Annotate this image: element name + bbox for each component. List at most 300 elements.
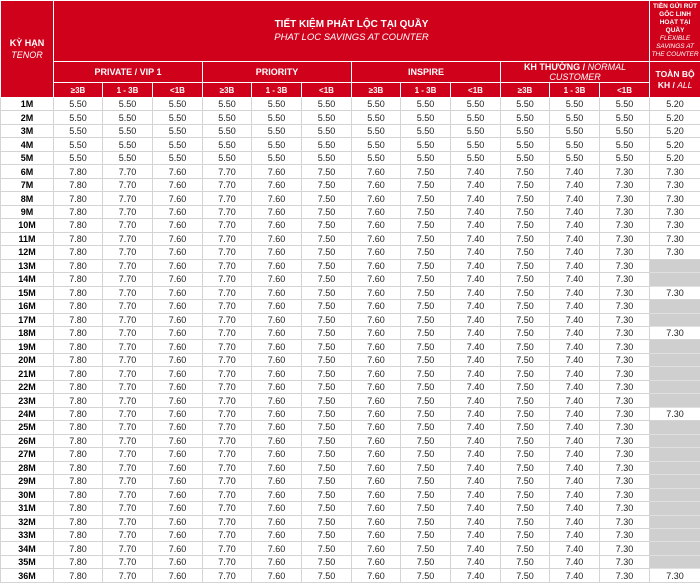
rate-cell: 7.70 — [103, 380, 153, 393]
rate-cell: 7.70 — [203, 273, 252, 286]
rate-cell: 7.80 — [54, 367, 103, 380]
rate-cell: 7.70 — [103, 475, 153, 488]
flexible-label-en: FLEXIBLE SAVINGS AT THE COUNTER — [652, 35, 699, 58]
rate-cell: 7.50 — [302, 178, 352, 191]
rate-cell: 5.50 — [252, 98, 302, 111]
group-header-normal: KH THƯỜNG / NORMAL CUSTOMER — [501, 62, 650, 83]
rate-cell: 5.50 — [600, 138, 650, 151]
rate-cell: 7.70 — [203, 353, 252, 366]
rate-cell: 7.80 — [54, 394, 103, 407]
rate-cell: 7.50 — [501, 178, 550, 191]
rate-cell: 7.50 — [501, 205, 550, 218]
table-row — [1, 555, 700, 568]
tenor-cell: 8M — [1, 192, 54, 205]
rate-cell: 7.30 — [600, 192, 650, 205]
table-row — [1, 448, 700, 461]
rate-cell: 7.70 — [203, 488, 252, 501]
rate-cell: 7.70 — [203, 448, 252, 461]
rate-cell: 7.70 — [203, 569, 252, 582]
table-row — [1, 138, 700, 151]
rate-cell: 7.80 — [54, 273, 103, 286]
tenor-cell: 9M — [1, 205, 54, 218]
tenor-cell: 3M — [1, 124, 54, 137]
rate-cell: 5.50 — [203, 151, 252, 164]
rate-cell: 7.50 — [401, 340, 451, 353]
rate-cell: 7.60 — [252, 178, 302, 191]
rate-cell: 7.70 — [103, 448, 153, 461]
rate-cell: 7.60 — [252, 340, 302, 353]
rate-cell: 5.50 — [501, 138, 550, 151]
rate-cell: 7.40 — [451, 367, 501, 380]
rate-cell: 7.50 — [401, 461, 451, 474]
rate-cell: 7.60 — [352, 273, 401, 286]
rate-cell: 7.50 — [501, 488, 550, 501]
rate-cell: 7.50 — [302, 421, 352, 434]
rate-cell: 7.40 — [451, 192, 501, 205]
rate-cell: 7.60 — [352, 353, 401, 366]
rate-cell: 7.40 — [550, 461, 600, 474]
rate-cell: 7.80 — [54, 205, 103, 218]
rate-cell: 7.40 — [550, 380, 600, 393]
rate-cell: 7.50 — [501, 246, 550, 259]
tenor-header — [1, 1, 54, 98]
table-row — [1, 529, 700, 542]
rate-cell: 7.30 — [600, 313, 650, 326]
rate-cell: 7.40 — [550, 246, 600, 259]
rate-cell: 7.80 — [54, 259, 103, 272]
rate-cell: 7.40 — [451, 246, 501, 259]
rate-cell: 5.50 — [501, 151, 550, 164]
rate-cell: 7.50 — [401, 286, 451, 299]
rate-cell: 7.70 — [103, 569, 153, 582]
rate-cell: 5.50 — [54, 111, 103, 124]
rate-cell: 5.50 — [203, 138, 252, 151]
rate-cell: 7.50 — [501, 475, 550, 488]
tenor-label-en: TENOR — [11, 50, 43, 60]
table-row — [1, 259, 700, 272]
rate-cell: 7.70 — [203, 259, 252, 272]
rate-cell: 7.40 — [451, 461, 501, 474]
rate-cell: 7.30 — [600, 448, 650, 461]
rate-cell: 7.30 — [600, 259, 650, 272]
rate-cell: 7.60 — [352, 367, 401, 380]
rate-cell: 7.60 — [252, 461, 302, 474]
rate-cell: 5.50 — [600, 111, 650, 124]
table-row — [1, 380, 700, 393]
rate-cell: 7.50 — [501, 313, 550, 326]
rate-cell: 7.50 — [501, 165, 550, 178]
rate-cell: 7.80 — [54, 232, 103, 245]
rate-cell: 5.50 — [103, 151, 153, 164]
rate-cell: 5.50 — [352, 111, 401, 124]
table-row — [1, 98, 700, 111]
rate-cell: 7.80 — [54, 313, 103, 326]
rate-cell: 5.50 — [153, 124, 203, 137]
rate-cell: 7.50 — [302, 353, 352, 366]
rate-cell: 7.60 — [352, 192, 401, 205]
rate-cell: 7.60 — [252, 488, 302, 501]
rate-cell: 7.60 — [153, 475, 203, 488]
rate-cell: 7.30 — [600, 569, 650, 582]
rate-cell: 7.50 — [302, 367, 352, 380]
rate-cell: 7.60 — [252, 313, 302, 326]
tenor-cell: 20M — [1, 353, 54, 366]
rate-cell: 7.50 — [302, 380, 352, 393]
rate-cell: 7.60 — [153, 407, 203, 420]
rate-cell: 7.50 — [302, 313, 352, 326]
rate-cell: 5.50 — [203, 111, 252, 124]
rate-cell: 5.50 — [352, 138, 401, 151]
rate-cell: 7.60 — [352, 555, 401, 568]
rate-cell: 7.50 — [302, 488, 352, 501]
rate-cell: 7.50 — [401, 367, 451, 380]
rate-cell: 5.50 — [252, 111, 302, 124]
tenor-cell: 6M — [1, 165, 54, 178]
rate-cell: 7.70 — [103, 340, 153, 353]
rate-cell: 7.70 — [203, 192, 252, 205]
rate-cell: 7.70 — [203, 165, 252, 178]
rate-cell: 7.30 — [600, 488, 650, 501]
rate-cell: 7.70 — [203, 434, 252, 447]
tenor-cell: 13M — [1, 259, 54, 272]
rate-cell: 7.70 — [203, 178, 252, 191]
rate-cell: 7.70 — [203, 542, 252, 555]
rate-cell: 7.60 — [352, 313, 401, 326]
flexible-rate-cell — [650, 340, 700, 353]
rate-cell: 7.60 — [153, 502, 203, 515]
rate-cell: 7.60 — [153, 286, 203, 299]
rate-cell: 7.40 — [451, 178, 501, 191]
rate-cell: 7.40 — [451, 232, 501, 245]
rate-cell: 5.50 — [203, 124, 252, 137]
rate-cell: 7.70 — [203, 380, 252, 393]
rate-cell: 7.60 — [252, 434, 302, 447]
rate-cell: 5.50 — [401, 138, 451, 151]
rate-cell: 5.50 — [54, 138, 103, 151]
table-row — [1, 475, 700, 488]
rate-cell: 7.40 — [550, 542, 600, 555]
subcolumn-header: 1 - 3B — [252, 83, 302, 98]
rate-cell: 5.50 — [153, 151, 203, 164]
rate-cell: 7.50 — [302, 219, 352, 232]
rate-cell: 5.50 — [401, 151, 451, 164]
subcolumn-header: ≥3B — [203, 83, 252, 98]
rate-cell: 5.50 — [550, 98, 600, 111]
tenor-cell: 26M — [1, 434, 54, 447]
flexible-rate-cell: 7.30 — [650, 192, 700, 205]
rate-cell: 7.70 — [103, 300, 153, 313]
table-row — [1, 165, 700, 178]
rate-cell: 7.80 — [54, 475, 103, 488]
rate-cell: 5.50 — [550, 138, 600, 151]
rate-cell: 7.70 — [203, 421, 252, 434]
rate-cell: 7.40 — [451, 273, 501, 286]
rate-cell: 7.80 — [54, 569, 103, 582]
rate-cell: 7.80 — [54, 542, 103, 555]
rate-cell: 7.40 — [451, 555, 501, 568]
subcolumn-header: <1B — [153, 83, 203, 98]
rate-cell: 7.70 — [203, 529, 252, 542]
rate-cell: 7.30 — [600, 273, 650, 286]
rate-cell: 7.80 — [54, 502, 103, 515]
rate-cell: 7.40 — [550, 219, 600, 232]
tenor-cell: 10M — [1, 219, 54, 232]
subcolumn-header: <1B — [600, 83, 650, 98]
rate-cell: 7.30 — [600, 205, 650, 218]
rate-cell: 7.30 — [600, 475, 650, 488]
rate-cell: 7.70 — [103, 488, 153, 501]
rate-cell: 7.70 — [103, 515, 153, 528]
rate-cell: 7.60 — [153, 259, 203, 272]
rate-cell: 7.60 — [252, 367, 302, 380]
rate-cell: 7.60 — [352, 394, 401, 407]
rate-cell: 5.50 — [401, 124, 451, 137]
rate-cell: 7.50 — [401, 555, 451, 568]
rate-cell: 7.40 — [550, 488, 600, 501]
rate-cell: 7.60 — [153, 555, 203, 568]
group-header-priority: PRIORITY — [203, 62, 352, 83]
table-row — [1, 111, 700, 124]
rate-cell: 7.70 — [103, 259, 153, 272]
rate-cell: 7.40 — [451, 502, 501, 515]
tenor-cell: 2M — [1, 111, 54, 124]
rate-cell: 5.50 — [103, 138, 153, 151]
rate-cell: 7.40 — [451, 394, 501, 407]
rate-cell: 7.70 — [103, 502, 153, 515]
rate-cell: 7.60 — [252, 192, 302, 205]
title-vn: TIẾT KIỆM PHÁT LỘC TẠI QUẦY — [54, 18, 649, 31]
flexible-rate-cell — [650, 475, 700, 488]
flexible-rate-cell — [650, 488, 700, 501]
rate-cell: 7.50 — [401, 488, 451, 501]
rate-cell: 7.60 — [352, 326, 401, 339]
rate-cell: 7.40 — [451, 326, 501, 339]
flexible-rate-cell: 7.30 — [650, 165, 700, 178]
rate-cell: 7.50 — [302, 232, 352, 245]
rate-cell: 7.60 — [252, 475, 302, 488]
rate-cell: 7.80 — [54, 178, 103, 191]
subcolumn-header: ≥3B — [352, 83, 401, 98]
rate-cell: 7.70 — [203, 502, 252, 515]
rate-cell: 7.60 — [153, 246, 203, 259]
rate-cell: 5.50 — [103, 124, 153, 137]
rate-cell: 7.60 — [252, 246, 302, 259]
rate-cell: 7.70 — [103, 326, 153, 339]
rate-cell: 7.70 — [103, 555, 153, 568]
rate-cell: 7.30 — [600, 326, 650, 339]
rate-cell: 7.40 — [451, 407, 501, 420]
rate-cell: 7.60 — [352, 165, 401, 178]
tenor-cell: 15M — [1, 286, 54, 299]
rate-cell: 5.50 — [203, 98, 252, 111]
rate-cell: 7.70 — [203, 313, 252, 326]
flexible-rate-cell: 7.30 — [650, 205, 700, 218]
flexible-rate-cell — [650, 448, 700, 461]
title-en: PHAT LOC SAVINGS AT COUNTER — [274, 32, 429, 43]
rate-cell: 7.60 — [352, 205, 401, 218]
rate-cell: 7.50 — [302, 326, 352, 339]
rate-cell: 7.50 — [401, 300, 451, 313]
rate-cell: 7.60 — [252, 165, 302, 178]
rate-cell: 7.70 — [203, 394, 252, 407]
rate-cell: 7.50 — [501, 340, 550, 353]
rate-cell: 7.80 — [54, 448, 103, 461]
rate-cell: 7.70 — [203, 461, 252, 474]
rate-cell: 7.50 — [302, 259, 352, 272]
rate-cell: 5.50 — [501, 111, 550, 124]
rate-cell: 7.30 — [600, 434, 650, 447]
rate-cell: 5.50 — [252, 151, 302, 164]
rate-cell: 7.50 — [401, 542, 451, 555]
rate-cell: 7.60 — [352, 407, 401, 420]
rate-cell: 7.60 — [352, 475, 401, 488]
rate-cell: 7.70 — [103, 232, 153, 245]
rate-cell: 7.40 — [451, 340, 501, 353]
table-row — [1, 461, 700, 474]
rate-cell: 7.60 — [252, 219, 302, 232]
tenor-cell: 36M — [1, 569, 54, 582]
rate-cell: 7.40 — [550, 300, 600, 313]
rate-cell: 7.60 — [252, 394, 302, 407]
rate-cell: 7.60 — [352, 461, 401, 474]
flexible-rate-cell — [650, 555, 700, 568]
rate-cell: 7.40 — [550, 421, 600, 434]
table-row — [1, 515, 700, 528]
tenor-cell: 17M — [1, 313, 54, 326]
rate-cell: 7.70 — [103, 529, 153, 542]
rate-cell: 7.40 — [550, 407, 600, 420]
rate-cell: 7.50 — [401, 205, 451, 218]
flexible-rate-cell: 7.30 — [650, 232, 700, 245]
rate-cell: 7.70 — [203, 219, 252, 232]
rate-cell: 7.60 — [153, 232, 203, 245]
subcolumn-header: 1 - 3B — [103, 83, 153, 98]
tenor-cell: 29M — [1, 475, 54, 488]
flexible-rate-cell — [650, 259, 700, 272]
rate-cell: 5.50 — [401, 111, 451, 124]
rate-cell: 7.60 — [352, 434, 401, 447]
rate-cell: 7.70 — [103, 313, 153, 326]
rate-cell: 7.60 — [252, 232, 302, 245]
table-title — [54, 1, 650, 62]
rate-cell: 7.60 — [252, 259, 302, 272]
rate-cell: 7.30 — [600, 300, 650, 313]
rate-cell: 7.40 — [451, 353, 501, 366]
rate-cell: 7.50 — [501, 461, 550, 474]
rate-cell: 7.60 — [252, 542, 302, 555]
flexible-header — [650, 1, 700, 62]
rate-cell: 7.70 — [103, 367, 153, 380]
flexible-rate-cell — [650, 461, 700, 474]
tenor-cell: 25M — [1, 421, 54, 434]
rate-cell: 7.40 — [550, 340, 600, 353]
rate-cell: 7.50 — [501, 259, 550, 272]
rate-cell: 7.60 — [352, 380, 401, 393]
tenor-cell: 4M — [1, 138, 54, 151]
table-row — [1, 313, 700, 326]
rate-cell: 7.60 — [252, 502, 302, 515]
rate-cell: 7.50 — [501, 555, 550, 568]
rate-cell: 7.30 — [600, 394, 650, 407]
rate-cell: 7.30 — [600, 421, 650, 434]
flexible-rate-cell — [650, 353, 700, 366]
rate-cell: 7.50 — [401, 502, 451, 515]
rate-cell: 7.50 — [501, 502, 550, 515]
rate-cell: 7.50 — [501, 394, 550, 407]
flexible-rate-cell — [650, 394, 700, 407]
rate-cell: 5.50 — [550, 111, 600, 124]
rate-cell: 5.50 — [103, 98, 153, 111]
rate-cell: 7.50 — [501, 542, 550, 555]
rate-cell: 7.50 — [302, 434, 352, 447]
flexible-rate-cell — [650, 434, 700, 447]
rate-cell: 7.70 — [103, 219, 153, 232]
rate-cell: 7.70 — [103, 461, 153, 474]
rate-cell: 7.50 — [401, 569, 451, 582]
rate-cell: 7.60 — [153, 205, 203, 218]
rate-cell: 5.50 — [501, 98, 550, 111]
rate-cell: 7.60 — [153, 313, 203, 326]
tenor-cell: 24M — [1, 407, 54, 420]
rate-cell: 7.30 — [600, 340, 650, 353]
rate-cell: 7.50 — [302, 542, 352, 555]
rate-cell: 7.60 — [352, 488, 401, 501]
table-row — [1, 232, 700, 245]
table-row — [1, 394, 700, 407]
rate-cell: 7.80 — [54, 421, 103, 434]
tenor-cell: 16M — [1, 300, 54, 313]
rate-cell: 7.50 — [401, 353, 451, 366]
rate-cell: 7.40 — [451, 313, 501, 326]
tenor-cell: 30M — [1, 488, 54, 501]
flexible-rate-cell — [650, 300, 700, 313]
tenor-cell: 33M — [1, 529, 54, 542]
rate-cell: 7.40 — [451, 259, 501, 272]
rate-cell: 7.50 — [501, 448, 550, 461]
rate-cell: 7.50 — [501, 192, 550, 205]
flexible-rate-cell: 7.30 — [650, 286, 700, 299]
rate-cell: 7.60 — [153, 434, 203, 447]
rate-cell: 7.50 — [302, 448, 352, 461]
table-row — [1, 124, 700, 137]
rate-cell: 7.70 — [203, 326, 252, 339]
rate-cell: 7.50 — [401, 448, 451, 461]
flexible-rate-cell: 5.20 — [650, 124, 700, 137]
rate-cell: 7.80 — [54, 286, 103, 299]
tenor-cell: 19M — [1, 340, 54, 353]
rate-cell: 7.70 — [103, 434, 153, 447]
rate-cell: 7.30 — [600, 529, 650, 542]
rate-cell: 7.40 — [550, 313, 600, 326]
flexible-rate-cell: 7.30 — [650, 219, 700, 232]
rate-cell: 7.50 — [401, 326, 451, 339]
flexible-rate-cell: 7.30 — [650, 326, 700, 339]
rate-cell: 7.60 — [352, 219, 401, 232]
tenor-cell: 28M — [1, 461, 54, 474]
rate-cell: 5.50 — [54, 124, 103, 137]
rate-cell: 7.50 — [302, 555, 352, 568]
rate-cell: 7.60 — [352, 448, 401, 461]
rate-cell: 7.50 — [401, 515, 451, 528]
tenor-label: KỲ HẠN — [1, 37, 53, 49]
table-row — [1, 246, 700, 259]
rate-cell: 5.50 — [302, 138, 352, 151]
rate-cell: 7.30 — [600, 461, 650, 474]
table-row — [1, 434, 700, 447]
rate-cell: 7.60 — [352, 340, 401, 353]
rate-cell: 7.40 — [451, 569, 501, 582]
rate-cell: 7.60 — [153, 219, 203, 232]
